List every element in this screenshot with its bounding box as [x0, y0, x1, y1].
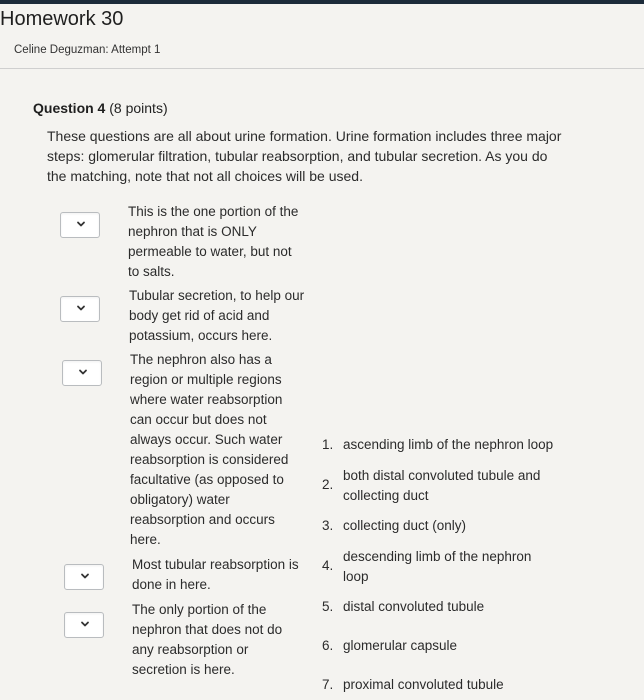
match-dropdown-5[interactable] [64, 612, 104, 638]
choice-number: 7. [322, 677, 334, 692]
chevron-down-icon [77, 366, 89, 378]
chevron-down-icon [79, 570, 91, 582]
choice-number: 6. [322, 638, 334, 653]
choice-number: 1. [322, 437, 334, 452]
match-statement-3: The nephron also has a region or multiple regions where water reabsorption can occur but does not always occur. Such water reabsorption is considered facultative (as opposed to obligatory) water reabsorption and occurs here. [130, 352, 289, 547]
choice-label: glomerular capsule [343, 638, 458, 653]
choice-label: collecting duct (only) [343, 518, 467, 533]
choice-label: both distal convoluted tubule and collecting duct [343, 468, 541, 503]
choice-label: proximal convoluted tubule [343, 677, 504, 692]
match-statement-4: Most tubular reabsorption is done in here. [132, 557, 299, 592]
header-divider [0, 68, 644, 69]
match-statement-2: Tubular secretion, to help our body get rid of acid and potassium, occurs here. [129, 288, 305, 343]
question-instructions: These questions are all about urine formation. Urine formation includes three major steps: glomerular filtration, tubular reabsorption, and tubular secretion. As you do the matching, note that not all choices will be used. [47, 128, 562, 184]
choice-number: 3. [322, 518, 334, 533]
match-dropdown-1[interactable] [60, 212, 100, 238]
top-bar [0, 0, 644, 4]
match-dropdown-2[interactable] [60, 296, 100, 322]
choice-label: ascending limb of the nephron loop [343, 437, 554, 452]
match-dropdown-3[interactable] [62, 360, 102, 386]
choice-label: distal convoluted tubule [343, 599, 485, 614]
match-dropdown-4[interactable] [64, 564, 104, 590]
choice-number: 5. [322, 599, 334, 614]
match-statement-1: This is the one portion of the nephron that is ONLY permeable to water, but not to salts. [128, 204, 299, 279]
match-statement-5: The only portion of the nephron that does not do any reabsorption or secretion is here. [132, 602, 283, 677]
page-title: Homework 30 [0, 8, 124, 30]
choice-label: descending limb of the nephron loop [343, 549, 532, 584]
question-header [33, 100, 168, 116]
question-label: Question 4 [33, 100, 106, 116]
chevron-down-icon [75, 218, 87, 230]
choice-number: 2. [322, 477, 334, 492]
chevron-down-icon [75, 302, 87, 314]
chevron-down-icon [79, 618, 91, 630]
attempt-label: Celine Deguzman: Attempt 1 [14, 44, 161, 56]
question-points: (8 points) [109, 100, 168, 116]
choice-number: 4. [322, 558, 334, 573]
